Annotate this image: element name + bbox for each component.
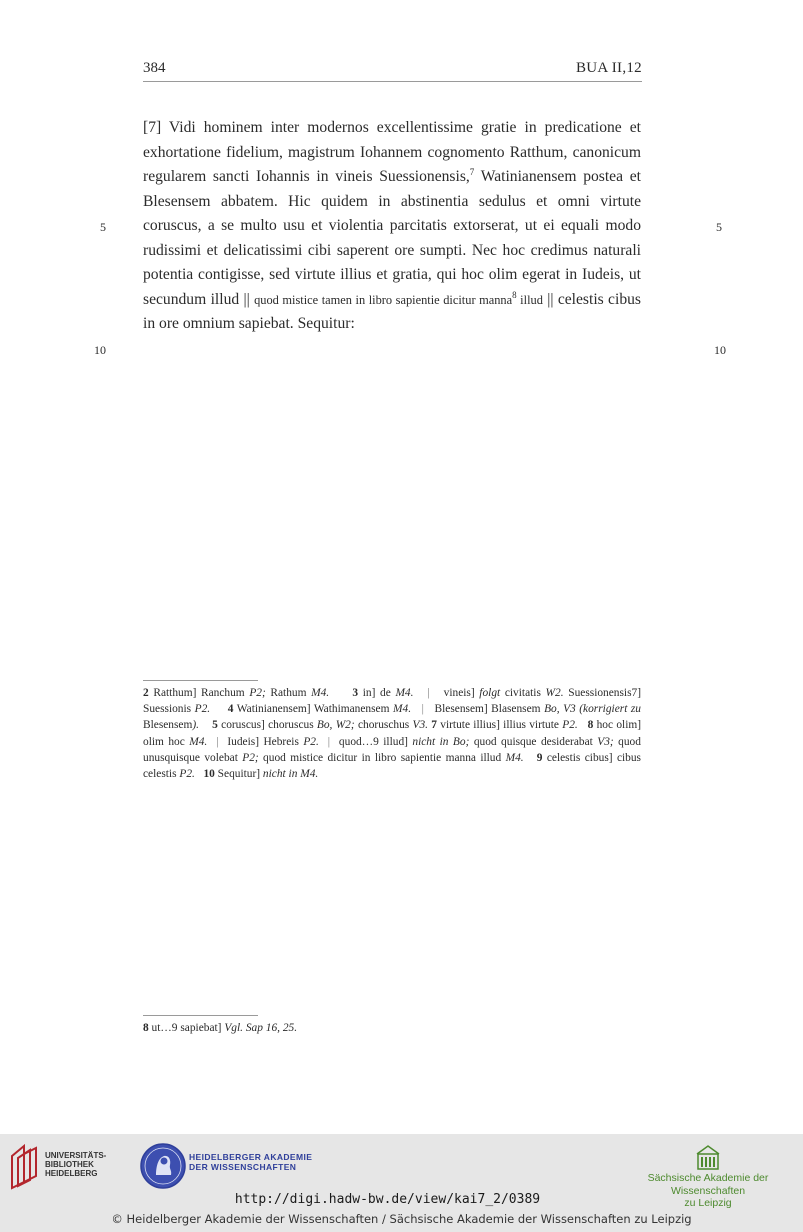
interpolation-text: quod mistice tamen in libro sapientie dicitur manna	[254, 292, 513, 307]
apparatus-entry: 5 coruscus] choruscus Bo, W2; choruschus V3.	[212, 719, 428, 732]
text-part: Watinianensem postea et Blesensem abbatem. Hic quidem in abstinentia sedulus et omni virtute coruscus, a se multo usu et violentia parcitatis extorserat, ut ei equali modo rudissimi et delicatissimi cibi saperent ore sumpti. Nec hoc credimus naturali potentia contigisse, sed virtute illius et gratia, qui hoc olim egerat in Iudeis, ut secundum illud ||	[143, 168, 641, 308]
line-number-left-10: 10	[94, 343, 106, 357]
source-notes-rule	[143, 1015, 258, 1016]
running-header: BUA II,12	[575, 60, 642, 76]
hadw-name: HEIDELBERGER AKADEMIE DER WISSENSCHAFTEN	[189, 1152, 313, 1172]
text-part: [7] Vidi hominem inter modernos excellentissime gratie in predicatione et exhortatione fidelium, magistrum Iohannem cognomento Ratthum, canonicum regularem sancti Iohannis in vineis Suessionensis,	[143, 119, 641, 185]
text-part: || celestis cibus in ore omnium sapiebat. Sequitur:	[143, 290, 641, 332]
apparatus-entry: 8 hoc olim] olim hoc M4. | Iudeis] Hebreis P2. | quod…9 illud] nicht in Bo; quod quisque desiderabat V3; quod unusquisque volebat P2; quod mistice dicitur in libro sapientie manna illud M4.	[143, 719, 642, 764]
ub-heidelberg-name: UNIVERSITÄTS- BIBLIOTHEK HEIDELBERG	[45, 1151, 107, 1178]
saw-name: Sächsische Akademie der Wissenschaften zu Leipzig	[647, 1172, 769, 1209]
copyright-notice: © Heidelberger Akademie der Wissenschaften / Sächsische Akademie der Wissenschaften zu Leipzig	[111, 1212, 692, 1226]
footnote-marker: 7	[469, 166, 475, 177]
apparatus-entry: 10 Sequitur] nicht in M4.	[203, 768, 319, 781]
apparatus-entry: 4 Watinianensem] Wathimanensem M4. | Blesensem] Blasensem Bo, V3 (korrigiert zu Blesensem).	[143, 703, 642, 732]
line-number-right-10: 10	[714, 343, 726, 357]
apparatus-entry: 7 virtute illius] illius virtute P2.	[431, 719, 578, 732]
ub-heidelberg-logo-icon[interactable]	[10, 1142, 44, 1190]
apparatus-rule	[143, 680, 258, 681]
apparatus-entry: 3 in] de M4. | vineis] folgt civitatis W2. Suessionensis7] Suessionis P2.	[143, 687, 642, 716]
header-rule	[143, 81, 642, 82]
permalink-url[interactable]: http://digi.hadw-bw.de/view/kai7_2/0389	[234, 1192, 541, 1207]
footer-bar	[0, 1134, 803, 1232]
apparatus-entry: 9 celestis cibus] cibus celestis P2.	[143, 751, 641, 781]
line-number-left-5: 5	[100, 220, 106, 234]
source-note: 8 ut…9 sapiebat] Vgl. Sap 16, 25.	[143, 1022, 298, 1034]
main-text-paragraph	[143, 116, 641, 337]
footnote-marker: 8	[512, 289, 517, 300]
hadw-seal-icon[interactable]	[139, 1142, 187, 1190]
interpolation-text: illud	[516, 292, 543, 307]
saw-building-icon[interactable]	[696, 1144, 720, 1170]
page-number: 384	[143, 60, 166, 76]
line-number-right-5: 5	[716, 220, 722, 234]
critical-apparatus	[143, 685, 641, 782]
apparatus-entry: 2 Ratthum] Ranchum P2; Rathum M4.	[143, 687, 330, 699]
